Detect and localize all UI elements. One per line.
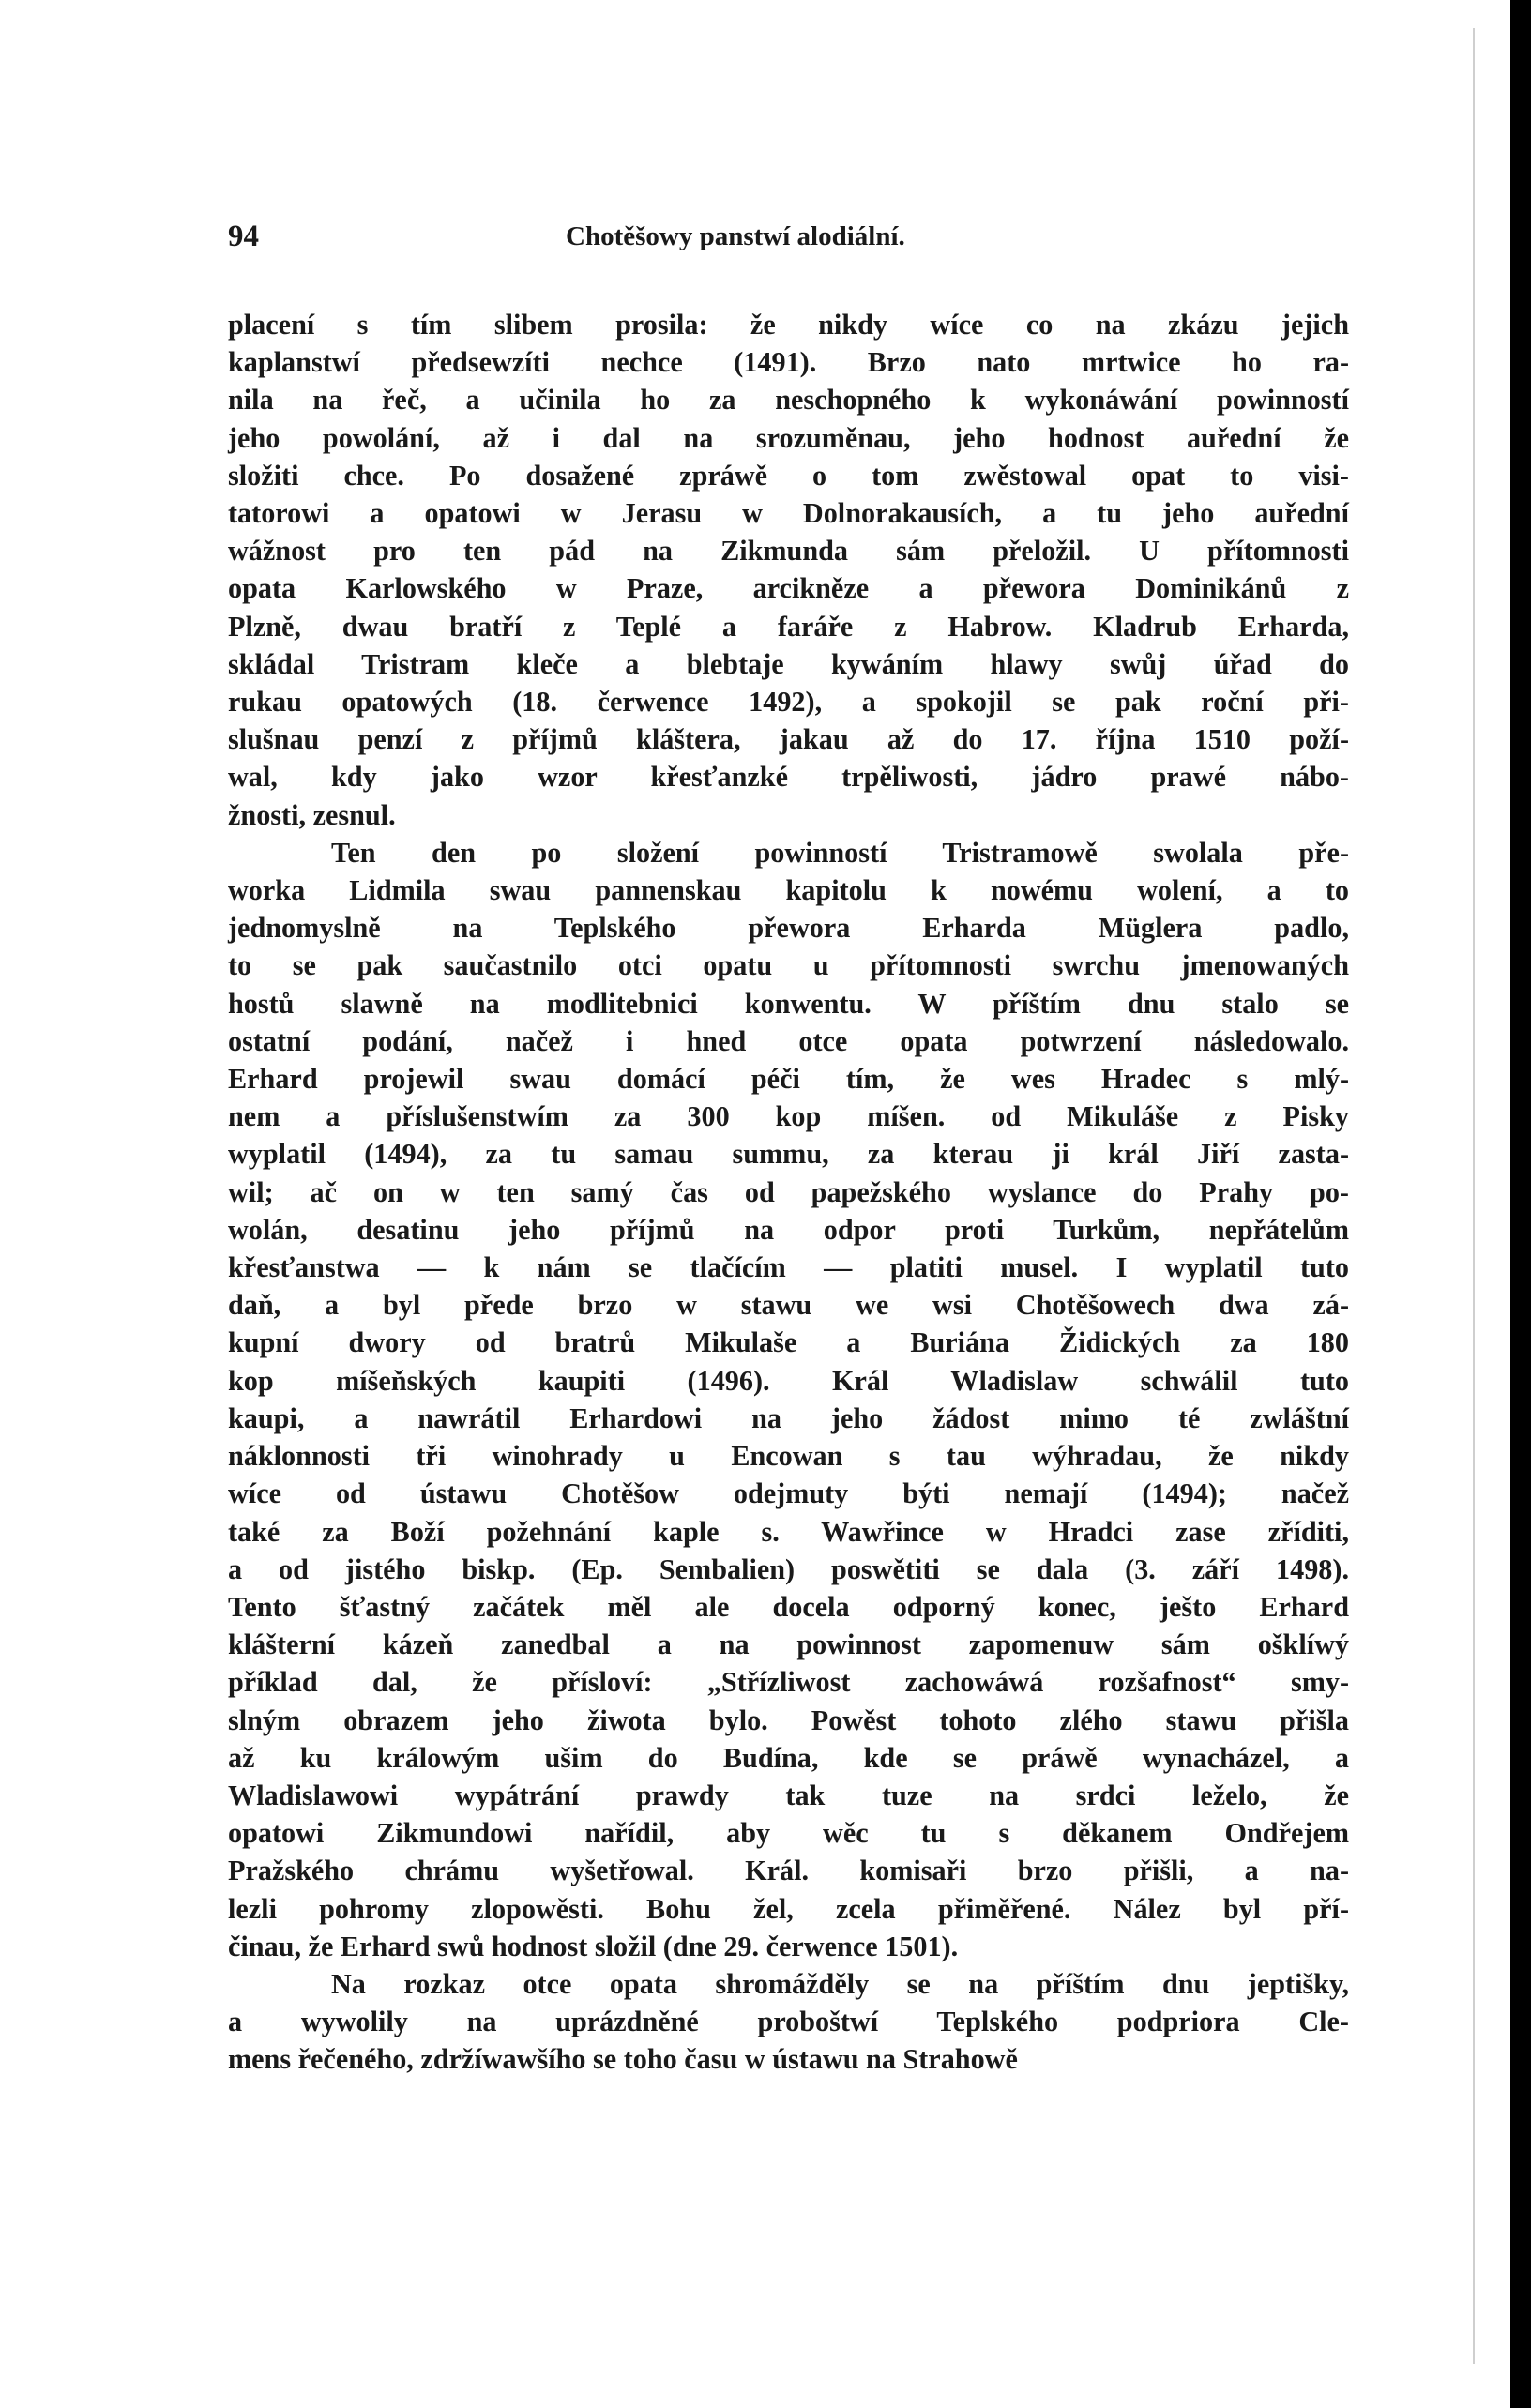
text-line: Na rozkaz otce opata shromážděly se na příštím dnu jeptišky,: [331, 1967, 1349, 2000]
text-line: Ten den po složení powinností Tristramowě swolala pře-: [331, 836, 1349, 869]
paragraph: [228, 1965, 1349, 2079]
text-line: to se pak saučastnilo otci opatu u přítomnosti swrchu jmenowaných: [228, 949, 1349, 982]
text-line: žnosti, zesnul.: [228, 798, 396, 831]
page-edge-line: [1473, 28, 1475, 2364]
text-line: skládal Tristram kleče a blebtaje kywáním hlawy swůj úřad do: [228, 647, 1349, 680]
text-line: činau, že Erhard swů hodnost složil (dne 29. čerwence 1501).: [228, 1930, 959, 1962]
text-line: kupní dwory od bratrů Mikulaše a Buriána Židických za 180: [228, 1326, 1349, 1359]
text-line: rukau opatowých (18. čerwence 1492), a spokojil se pak roční při-: [228, 686, 1349, 719]
text-line: jeho powolání, až i dal na srozuměnau, jeho hodnost auřední že: [228, 421, 1349, 454]
text-line: wal, kdy jako wzor křesťanzké trpěliwosti, jádro prawé nábo-: [228, 761, 1349, 794]
text-line: příklad dal, že přísloví: „Střízliwost zachowáwá rozšafnost“ smy-: [228, 1666, 1349, 1699]
text-line: placení s tím slibem prosila: že nikdy wíce co na zkázu jejich: [228, 309, 1349, 341]
text-line: slným obrazem jeho žiwota bylo. Powěst tohoto zlého stawu přišla: [228, 1704, 1349, 1736]
text-line: Pražského chrámu wyšetřowal. Král. komisaři brzo přišli, a na-: [228, 1855, 1349, 1887]
text-line: worka Lidmila swau pannenskau kapitolu k nowému wolení, a to: [228, 874, 1349, 907]
text-line: nem a příslušenstwím za 300 kop míšen. od Mikuláše z Pisky: [228, 1100, 1349, 1133]
text-line: také za Boží požehnání kaple s. Wawřince w Hradci zase zříditi,: [228, 1515, 1349, 1548]
text-line: křesťanstwa — k nám se tlačícím — platiti musel. I wyplatil tuto: [228, 1251, 1349, 1284]
text-line: klášterní kázeň zanedbal a na powinnost zapomenuw sám ošklíwý: [228, 1628, 1349, 1661]
page-content: [228, 220, 1349, 2079]
text-line: ostatní podání, načež i hned otce opata potwrzení následowalo.: [228, 1024, 1349, 1057]
text-line: kaplanstwí předsewzíti nechce (1491). Brzo nato mrtwice ho ra-: [228, 346, 1349, 379]
text-line: hostů slawně na modlitebnici konwentu. W příštím dnu stalo se: [228, 987, 1349, 1020]
text-line: a wywolily na uprázdněné proboštwí Teplského podpriora Cle-: [228, 2006, 1349, 2038]
text-line: kop míšeňských kaupiti (1496). Král Wladislaw schwálil tuto: [228, 1364, 1349, 1397]
text-line: wil; ač on w ten samý čas od papežského wyslance do Prahy po-: [228, 1175, 1349, 1208]
text-line: wíce od ústawu Chotěšow odejmuty býti nemají (1494); načež: [228, 1477, 1349, 1510]
text-line: wyplatil (1494), za tu samau summu, za kterau ji král Jiří zasta-: [228, 1138, 1349, 1171]
text-line: tatorowi a opatowi w Jerasu w Dolnorakausích, a tu jeho auřední: [228, 497, 1349, 530]
text-line: náklonnosti tři winohrady u Encowan s tau wýhradau, že nikdy: [228, 1440, 1349, 1473]
text-line: kaupi, a nawrátil Erhardowi na jeho žádost mimo té zwláštní: [228, 1401, 1349, 1434]
text-line: opata Karlowského w Praze, arcikněze a přewora Dominikánů z: [228, 572, 1349, 605]
text-line: wážnost pro ten pád na Zikmunda sám přeložil. U přítomnosti: [228, 535, 1349, 568]
text-line: Tento šťastný začátek měl ale docela odporný konec, ješto Erhard: [228, 1590, 1349, 1623]
text-line: a od jistého biskp. (Ep. Sembalien) poswětiti se dala (3. září 1498).: [228, 1552, 1349, 1585]
running-title: Chotěšowy panstwí alodiální.: [566, 221, 905, 251]
text-line: lezli pohromy zlopowěsti. Bohu žel, zcela přiměřené. Nález byl pří-: [228, 1892, 1349, 1925]
text-line: slušnau penzí z příjmů kláštera, jakau až do 17. října 1510 poží-: [228, 723, 1349, 756]
text-line: mens řečeného, zdržíwawšího se toho času w ústawu na Strahowě: [228, 2043, 1018, 2076]
paragraph: [228, 834, 1349, 1965]
text-line: wolán, desatinu jeho příjmů na odpor proti Turkům, nepřátelům: [228, 1213, 1349, 1246]
body-text: [228, 306, 1349, 2079]
text-line: opatowi Zikmundowi nařídil, aby wěc tu s děkanem Ondřejem: [228, 1817, 1349, 1850]
text-line: Erhard projewil swau domácí péči tím, že wes Hradec s mlý-: [228, 1063, 1349, 1096]
text-line: složiti chce. Po dosažené zpráwě o tom zwěstowal opat to visi-: [228, 459, 1349, 492]
paragraph: [228, 306, 1349, 834]
page-header: [228, 220, 1349, 276]
scan-border: [1510, 0, 1531, 2408]
text-line: až ku králowým ušim do Budína, kde se práwě wynacházel, a: [228, 1741, 1349, 1774]
page-number: 94: [228, 220, 259, 253]
text-line: jednomyslně na Teplského přewora Erharda Müglera padlo,: [228, 912, 1349, 945]
text-line: nila na řeč, a učinila ho za neschopného k wykonáwání powinností: [228, 384, 1349, 416]
text-line: Wladislawowi wypátrání prawdy tak tuze na srdci leželo, že: [228, 1779, 1349, 1811]
text-line: Plzně, dwau bratří z Teplé a faráře z Habrow. Kladrub Erharda,: [228, 610, 1349, 643]
text-line: daň, a byl přede brzo w stawu we wsi Chotěšowech dwa zá-: [228, 1289, 1349, 1322]
